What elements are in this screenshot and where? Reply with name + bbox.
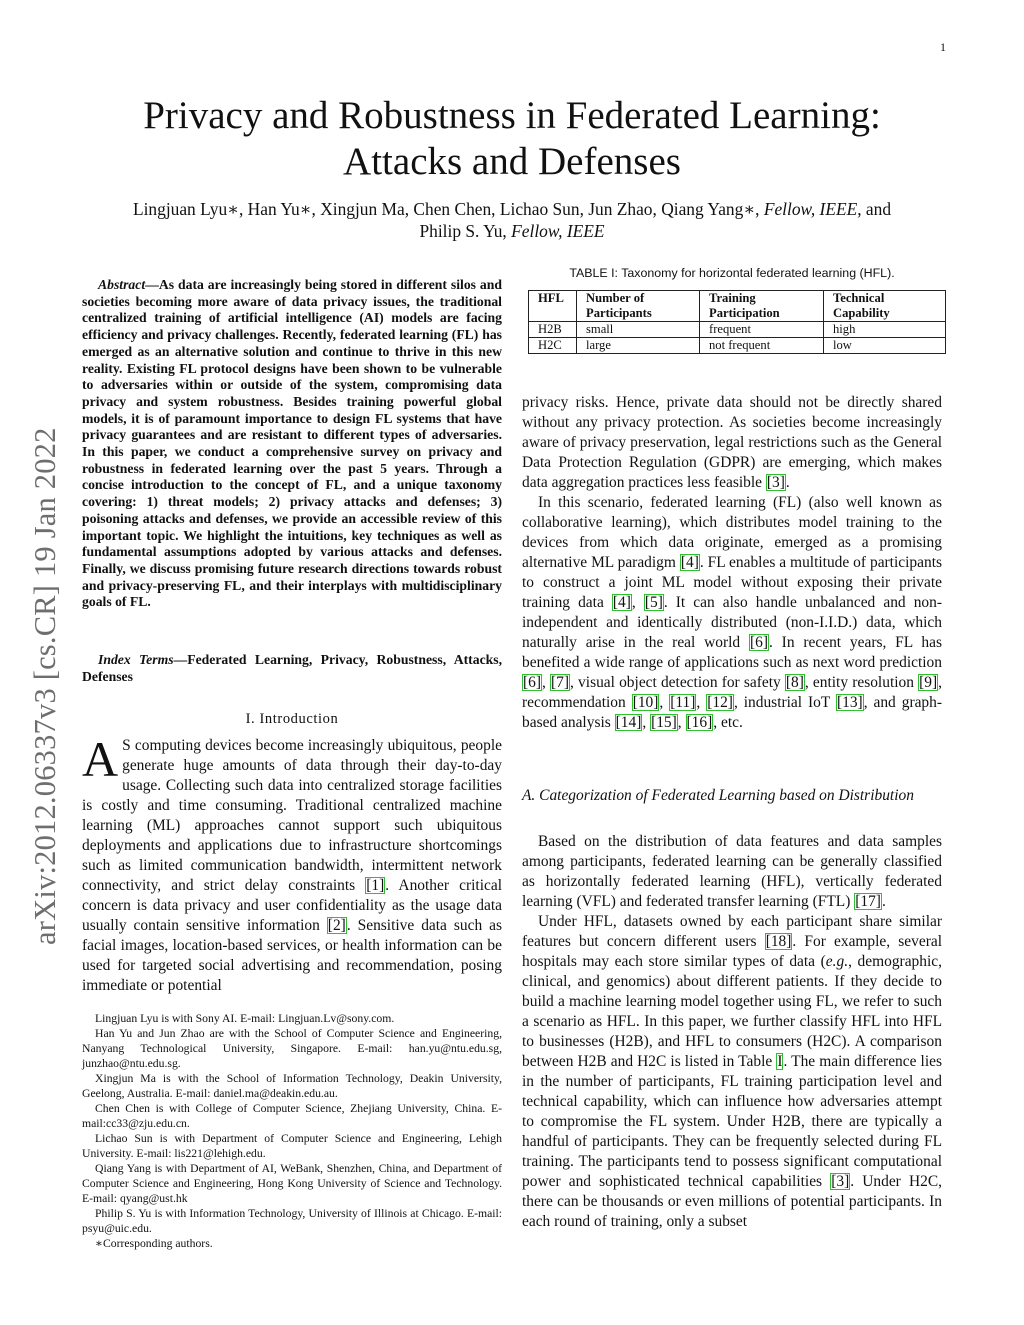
subsection-heading: A. Categorization of Federated Learning based on Distribution: [522, 787, 914, 804]
footnote: Han Yu and Jun Zhao are with the School of Computer Science and Engineering, Nanyang Technological University, Singapore. E-mail: han.yu@ntu.edu.sg, junzhao@ntu.edu.sg.: [82, 1027, 502, 1070]
paragraph-text: e.g.: [825, 953, 849, 970]
footnote: Chen Chen is with College of Computer Science, Zhejiang University, China. E-mail:cc33@zju.edu.cn.: [82, 1102, 502, 1130]
paragraph-text: , visual object detection for safety: [570, 674, 785, 691]
paragraph-text: Under HFL, datasets owned by each participant share similar features but concern different users: [522, 913, 942, 950]
citation-link[interactable]: [12]: [707, 694, 733, 711]
right-column-body-2: [522, 832, 942, 1232]
table-cell: not frequent: [700, 338, 824, 354]
table-cell: high: [824, 322, 946, 338]
table-cell: H2B: [529, 322, 577, 338]
paragraph-text: .: [881, 893, 886, 910]
abstract: [82, 277, 502, 611]
arxiv-identifier[interactable]: arXiv:2012.06337v3 [cs.CR] 19 Jan 2022: [28, 427, 62, 945]
paragraph-text: ,: [631, 594, 644, 611]
abstract-text: —As data are increasingly being stored in different silos and societies becoming more aware of data privacy issues, the traditional centralized training of artificial intelligence (AI) models are facing efficiency and privacy challenges. Recently, federated learning (FL) has emerged as an alternative solution and continue to thrive in this new reality. Existing FL protocol designs have been shown to be vulnerable to adversaries within or outside of the system, compromising data privacy and system robustness. Besides training powerful global models, it is of paramount importance to design FL systems that have privacy guarantees and are resistant to different types of adversaries. In this paper, we conduct a comprehensive survey on privacy and robustness in federated learning over the past 5 years. Through a concise introduction to the concept of FL, and a unique taxonomy covering: 1) threat models; 2) privacy attacks and defenses; 3) poisoning attacks and defenses, we provide an accessible review of this important topic. We highlight the intuitions, key techniques as well as fundamental assumptions adopted by various attacks and defenses. Finally, we discuss promising future research directions towards robust and privacy-preserving FL, and their interplays with multidisciplinary goals of FL.: [82, 277, 502, 610]
citation-link[interactable]: [2]: [327, 917, 346, 934]
paper-title: [82, 93, 942, 185]
table-cell: large: [577, 338, 700, 354]
paragraph: [522, 393, 942, 493]
citation-link[interactable]: [10]: [632, 694, 659, 711]
abstract-label: Abstract: [98, 277, 146, 292]
citation-link[interactable]: [6]: [523, 674, 542, 691]
authors-names-1: Lingjuan Lyu∗, Han Yu∗, Xingjun Ma, Chen Chen, Lichao Sun, Jun Zhao, Qiang Yang∗,: [132, 199, 764, 219]
paragraph-text: , recommendation: [522, 674, 942, 711]
citation-link[interactable]: [8]: [785, 674, 804, 691]
citation-link[interactable]: [14]: [615, 714, 642, 731]
paragraph-text: . In recent years, FL has benefited a wide range of applications such as next word prediction: [522, 634, 943, 671]
taxonomy-table: [528, 290, 946, 354]
index-terms-text: —Federated Learning, Privacy, Robustness, Attacks, Defenses: [82, 652, 503, 684]
table-cell: frequent: [700, 322, 824, 338]
paragraph-text: , demographic, clinical, and genomics) about different patients. If they decide to build a machine learning model together using FL, we refer to such a scenario as HFL. In this paper, we further classify HFL into HFL to businesses (H2B), and HFL to consumers (H2C). A comparison between H2B and H2C is listed in Table: [522, 953, 942, 1070]
citation-link[interactable]: [15]: [651, 714, 677, 731]
citation-link[interactable]: [4]: [680, 554, 699, 571]
citation-link[interactable]: [16]: [686, 714, 713, 731]
citation-link[interactable]: [13]: [836, 694, 863, 711]
paragraph-text: ,: [642, 714, 651, 731]
paragraph-text: In this scenario, federated learning (FL) (also well known as collaborative learning), which distributes model training to the devices from which data originate, emerged as a promising alternative ML paradigm: [522, 494, 942, 571]
citation-link[interactable]: [9]: [919, 674, 938, 691]
title-line-1: Privacy and Robustness in Federated Learning:: [143, 94, 881, 137]
author-footnotes: [82, 1011, 502, 1251]
table-header-cell: Number of Participants: [577, 291, 700, 322]
page-number: 1: [940, 40, 946, 54]
paragraph-text: . FL enables a multitude of participants to construct a joint ML model without exposing their private training data: [522, 554, 942, 611]
paragraph-text: ,: [542, 674, 551, 691]
introduction-paragraph: [82, 731, 502, 996]
table-row: [529, 322, 946, 338]
paragraph-text: , entity resolution: [804, 674, 919, 691]
authors-line-1: [70, 198, 954, 220]
section-heading-introduction: I. Introduction: [245, 711, 339, 727]
right-column-body: [522, 393, 942, 733]
authors-connector: , and: [857, 199, 892, 219]
index-terms: [82, 652, 502, 685]
intro-text: . Sensitive data such as facial images, location-based services, or health information can be used for targeted social advertising and recommendation, posing immediate or potential: [82, 917, 502, 994]
footnote: Xingjun Ma is with the School of Information Technology, Deakin University, Geelong, Australia. E-mail: daniel.ma@deakin.edu.au.: [82, 1072, 502, 1100]
title-line-2: Attacks and Defenses: [343, 140, 681, 183]
paragraph-text: .: [785, 474, 790, 491]
footnote: Qiang Yang is with Department of AI, WeBank, Shenzhen, China, and Department of Computer Science and Engineering, Hong Kong University of Science and Technology. E-mail: qyang@ust.hk: [82, 1162, 502, 1205]
paragraph-text: , industrial IoT: [733, 694, 836, 711]
citation-link[interactable]: [11]: [670, 694, 696, 711]
authors-names-2: Philip S. Yu,: [419, 221, 512, 241]
table-caption: TABLE I: Taxonomy for horizontal federated learning (HFL).: [569, 266, 895, 280]
citation-link[interactable]: [7]: [551, 674, 570, 691]
author-role: Fellow, IEEE: [511, 221, 605, 241]
table-cell: low: [824, 338, 946, 354]
intro-text: S computing devices become increasingly ubiquitous, people generate huge amounts of data through their day-to-day usage. Collecting such data into centralized storage facilities is costly and time consuming. Traditional centralized machine learning (ML) approaches cannot support such ubiquitous deployments and applications due to infrastructure shortcomings such as limited communication bandwidth, intermittent network connectivity, and strict delay constraints: [82, 737, 502, 894]
paragraph-text: ,: [659, 694, 670, 711]
paragraph: [522, 912, 942, 1232]
paragraph: [522, 832, 942, 912]
table-reference-link[interactable]: I: [777, 1053, 783, 1070]
table-cell: small: [577, 322, 700, 338]
table-row: [529, 338, 946, 354]
index-terms-label: Index Terms: [98, 652, 174, 667]
intro-text: . Another critical concern is data privacy and user confidentiality as the usage data usually contain sensitive information: [82, 877, 502, 934]
table-header-cell: Training Participation: [700, 291, 824, 322]
paragraph-text: . It can also handle unbalanced and non-independent and identically distributed (non-I.I.D.) data, which naturally arise in the real world: [522, 594, 943, 651]
citation-link[interactable]: [3]: [831, 1173, 850, 1190]
authors-line-2: [70, 220, 954, 242]
citation-link[interactable]: [3]: [766, 474, 785, 491]
paragraph-text: ,: [696, 694, 707, 711]
paragraph: [522, 493, 942, 733]
table-header-cell: HFL: [529, 291, 577, 322]
author-list: [70, 198, 954, 242]
citation-link[interactable]: [1]: [366, 877, 385, 894]
footnote: ∗Corresponding authors.: [95, 1237, 213, 1250]
author-role: Fellow, IEEE: [763, 199, 858, 219]
paragraph-text: . For example, several hospitals may each store similar types of data (: [522, 933, 942, 970]
footnote: Lingjuan Lyu is with Sony AI. E-mail: Lingjuan.Lv@sony.com.: [95, 1012, 395, 1025]
citation-link[interactable]: [5]: [644, 594, 663, 611]
footnote: Lichao Sun is with Department of Computer Science and Engineering, Lehigh University. E-mail: lis221@lehigh.edu.: [82, 1132, 502, 1160]
paragraph-text: . Under H2C, there can be thousands or even millions of potential participants. In each round of training, only a subset: [522, 1173, 942, 1230]
citation-link[interactable]: [6]: [749, 634, 768, 651]
paragraph-text: , etc.: [713, 714, 743, 731]
citation-link[interactable]: [4]: [612, 594, 631, 611]
paragraph-text: privacy risks. Hence, private data should not be directly shared without any privacy protection. As societies become increasingly aware of privacy preservation, legal restrictions such as the General Data Protection Regulation (GDPR) are emerging, which makes data aggregation practices less feasible: [522, 394, 942, 491]
table-header-row: [529, 291, 946, 322]
citation-link[interactable]: [18]: [765, 933, 792, 950]
paragraph-text: Based on the distribution of data features and data samples among participants, federated learning can be generally classified as horizontally federated learning (HFL), vertically federated learning (VFL) and federated transfer learning (FTL): [522, 833, 942, 910]
paragraph-text: . The main difference lies in the number of participants, FL training participation level and technical capability, which can influence how adversaries attempt to compromise the FL system. Under H2B, there are typically a handful of participants. They can be frequently selected during FL training. The participants tend to possess significant computational power and sophisticated technical capabilities: [522, 1053, 942, 1190]
drop-cap: A: [82, 731, 119, 787]
paragraph-text: ,: [677, 714, 686, 731]
citation-link[interactable]: [17]: [855, 893, 881, 910]
paragraph-text: , and graph-based analysis: [522, 694, 943, 731]
table-cell: H2C: [529, 338, 577, 354]
table-header-cell: Technical Capability: [824, 291, 946, 322]
footnote: Philip S. Yu is with Information Technology, University of Illinois at Chicago. E-mail: psyu@uic.edu.: [82, 1207, 502, 1235]
